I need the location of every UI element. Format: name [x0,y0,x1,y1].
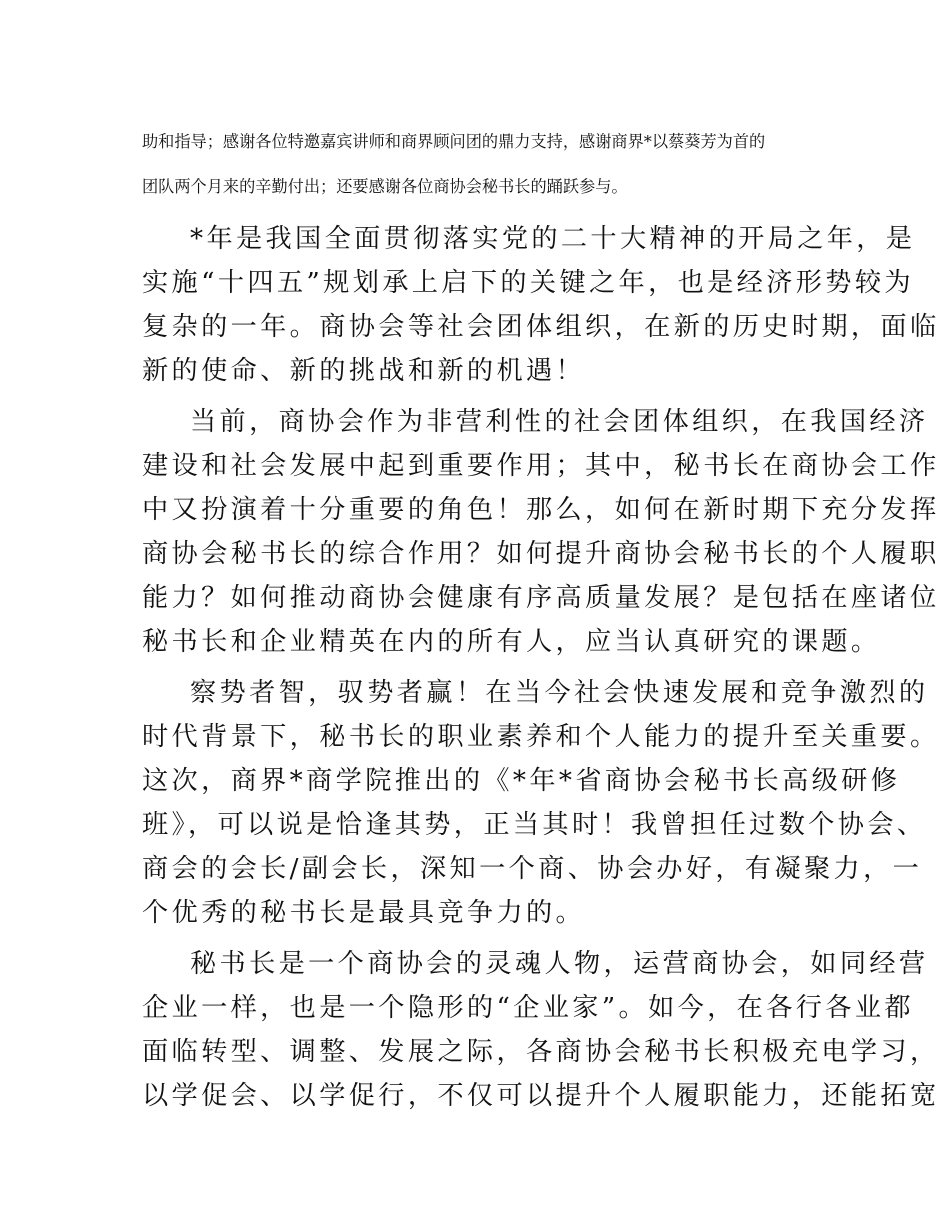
paragraph-line: 时代背景下，秘书长的职业素养和个人能力的提升至关重要。 [142,722,940,752]
paragraph-line: 个优秀的秘书长是最具竞争力的。 [142,898,586,928]
paragraph-line: 面临转型、调整、发展之际，各商协会秘书长积极充电学习， [142,1037,940,1067]
paragraph-line: 当前，商协会作为非营利性的社会团体组织，在我国经济 [190,407,929,437]
paragraph-line: 实施“十四五”规划承上启下的关键之年，也是经济形势较为 [142,268,914,298]
paragraph-line: 察势者智，驭势者赢！在当今社会快速发展和竞争激烈的 [190,678,929,708]
paragraph-line: 秘书长是一个商协会的灵魂人物，运营商协会，如同经营 [190,949,929,979]
paragraph-line: 商会的会长/副会长，深知一个商、协会办好，有凝聚力，一 [142,854,923,884]
intro-line: 团队两个月来的辛勤付出；还要感谢各位商协会秘书长的踊跃参与。 [142,177,628,196]
paragraph-line: 建设和社会发展中起到重要作用；其中，秘书长在商协会工作 [142,451,940,481]
paragraph-line: 中又扮演着十分重要的角色！那么，如何在新时期下充分发挥 [142,495,940,525]
paragraph-line: 商协会秘书长的综合作用？如何提升商协会秘书长的个人履职 [142,539,940,569]
paragraph-line: 以学促会、以学促行，不仅可以提升个人履职能力，还能拓宽 [142,1081,940,1111]
paragraph-line: 能力？如何推动商协会健康有序高质量发展？是包括在座诸位 [142,583,940,613]
paragraph-line: 秘书长和企业精英在内的所有人，应当认真研究的课题。 [142,627,881,657]
paragraph-line: 企业一样，也是一个隐形的“企业家”。如今，在各行各业都 [142,993,914,1023]
paragraph-line: 这次，商界*商学院推出的《*年*省商协会秘书长高级研修 [142,766,901,796]
paragraph-line: 复杂的一年。商协会等社会团体组织，在新的历史时期，面临 [142,312,940,342]
paragraph-line: *年是我国全面贯彻落实党的二十大精神的开局之年，是 [190,224,916,254]
intro-line: 助和指导；感谢各位特邀嘉宾讲师和商界顾问团的鼎力支持，感谢商界*以蔡葵芳为首的 [142,132,766,151]
paragraph-line: 班》，可以说是恰逢其势，正当其时！我曾担任过数个协会、 [142,810,927,840]
paragraph-line: 新的使命、新的挑战和新的机遇！ [142,356,586,386]
